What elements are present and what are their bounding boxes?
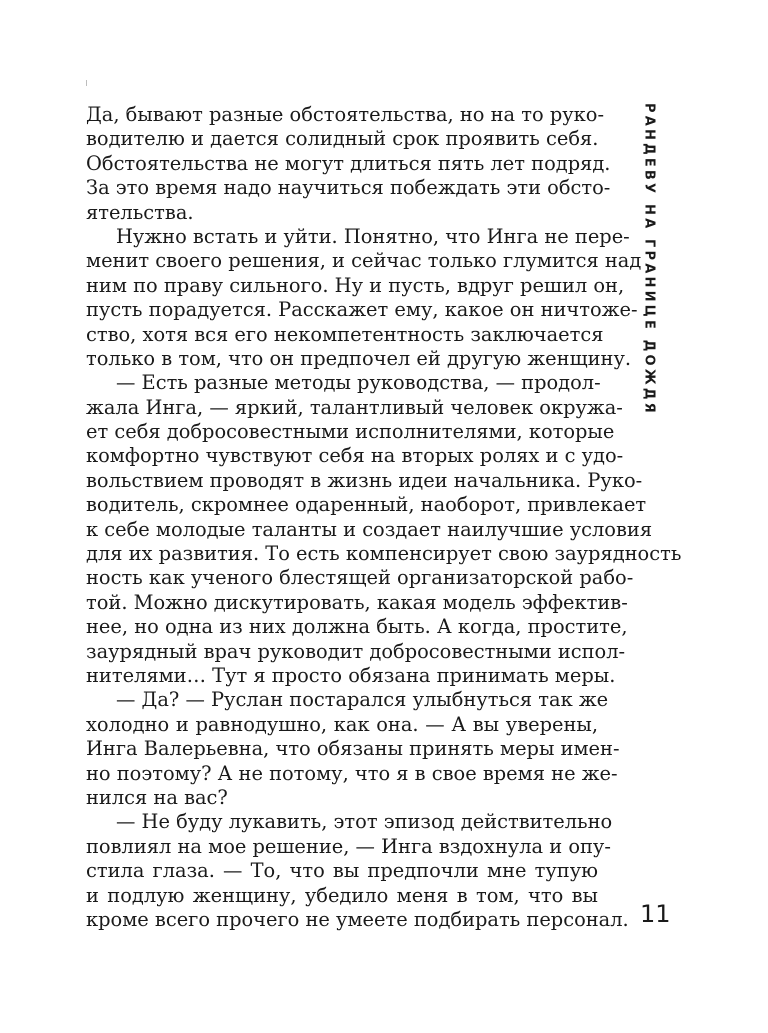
text-line: ет себя добросовестными исполнителями, которые <box>86 420 615 444</box>
running-head-text: РАНДЕВУ НА ГРАНИЦЕ ДОЖДЯ <box>641 103 657 416</box>
text-line: Нужно встать и уйти. Понятно, что Инга не пере- <box>116 224 630 248</box>
text-line: водителю и дается солидный срок проявить себя. <box>86 127 599 151</box>
text-line: для их развития. То есть компенсирует свою заурядность <box>86 542 682 566</box>
running-head <box>634 103 664 416</box>
text-line: Инга Валерьевна, что обязаны принять меры имен- <box>86 737 620 761</box>
text-line: ность как ученого блестящей организаторской рабо- <box>86 566 634 590</box>
text-line: — Не буду лукавить, этот эпизод действительно <box>116 810 613 834</box>
text-line: стила глаза. — То, что вы предпочли мне тупую <box>86 859 598 883</box>
text-line: ство, хотя вся его некомпетентность заключается <box>86 322 604 346</box>
text-line: комфортно чувствуют себя на вторых ролях и с удо- <box>86 444 624 468</box>
text-line: нее, но одна из них должна быть. А когда, простите, <box>86 615 628 639</box>
crop-mark <box>86 80 87 86</box>
text-line: только в том, что он предпочел ей другую женщину. <box>86 346 632 370</box>
text-line: к себе молодые таланты и создает наилучшие условия <box>86 517 653 541</box>
text-line: Да, бывают разные обстоятельства, но на то руко- <box>86 103 605 126</box>
text-line: менит своего решения, и сейчас только глумится над <box>86 249 642 273</box>
text-line: но поэтому? А не потому, что я в свое время не же- <box>86 761 618 785</box>
text-line: и подлую женщину, убедило меня в том, что вы <box>86 883 598 907</box>
text-line: повлиял на мое решение, — Инга вздохнула и опу- <box>86 834 611 858</box>
text-line: пусть порадуется. Расскажет ему, какое он ничтоже- <box>86 298 638 322</box>
page-number: 11 <box>640 900 671 928</box>
text-line: заурядный врач руководит добросовестными испол- <box>86 639 626 663</box>
text-line: вольствием проводят в жизнь идеи начальника. Руко- <box>86 468 643 492</box>
text-line: ним по праву сильного. Ну и пусть, вдруг решил он, <box>86 273 625 297</box>
text-line: ятельства. <box>86 200 194 224</box>
text-line: нителями… Тут я просто обязана принимать меры. <box>86 663 616 687</box>
text-line: той. Можно дискутировать, какая модель эффектив- <box>86 590 628 614</box>
text-line: кроме всего прочего не умеете подбирать персонал. <box>86 907 629 931</box>
text-line: водитель, скромнее одаренный, наоборот, привлекает <box>86 493 647 517</box>
text-line: жала Инга, — яркий, талантливый человек окружа- <box>86 395 623 419</box>
text-line: За это время надо научиться побеждать эти обсто- <box>86 176 611 200</box>
text-line: — Есть разные методы руководства, — продол- <box>116 371 601 395</box>
text-line: — Да? — Руслан постарался улыбнуться так же <box>116 688 609 712</box>
text-line: холодно и равнодушно, как она. — А вы уверены, <box>86 712 598 736</box>
text-line: Обстоятельства не могут длиться пять лет подряд. <box>86 151 611 175</box>
text-line: нился на вас? <box>86 785 228 809</box>
